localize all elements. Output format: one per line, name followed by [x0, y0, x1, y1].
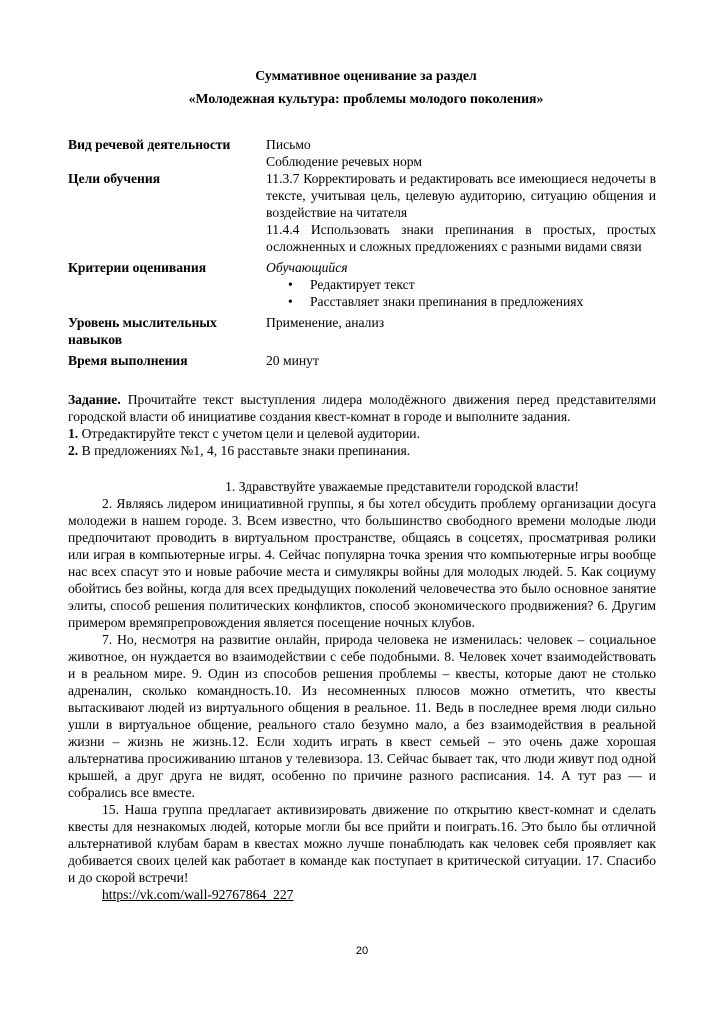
activity-label-spacer [68, 153, 266, 170]
level-label: Уровень мыслительных навыков [68, 315, 217, 347]
criteria-intro: Обучающийся [266, 260, 348, 275]
criteria-value [266, 259, 656, 310]
criteria-list [266, 276, 656, 310]
level-row [68, 314, 656, 348]
level-value: Применение, анализ [266, 315, 385, 330]
goal-1: 11.3.7 Корректировать и редактировать все имеющиеся недочеты в тексте, учитывая цель, целевую аудиторию, ситуацию общения и воздействие на читателя [266, 171, 656, 220]
activity-value-1: Письмо [266, 137, 311, 152]
document-page [68, 64, 656, 903]
criteria-item: • Расставляет знаки препинания в предложениях [310, 293, 656, 310]
activity-row-2 [68, 153, 656, 170]
task-item-2-text: В предложениях №1, 4, 16 расставьте знаки препинания. [78, 443, 411, 458]
time-row [68, 352, 656, 369]
criteria-label: Критерии оценивания [68, 260, 207, 275]
criteria-row [68, 259, 656, 310]
speech-paragraph-1: 2. Являясь лидером инициативной группы, я бы хотел обсудить проблему организации досуга молодежи в нашем городе. 3. Всем известно, что большинство свободного времени молодые люди предпочитают проводить в виртуальном пространстве, общаясь в соцсетях, просматривая ролики или играя в компьютерные игры. 4. Сейчас популярна точка зрения что компьютерные игры вообще нас всех спасут это и новые рабочие места и симулякры войны для молодых людей. 5. Как социуму обойтись без войны, когда для всех предыдущих поколений человечества это было основное занятие элиты, способ решения политических конфликтов, способ экономического продвижения? 6. Другим примером времяпрепровождения является посещение ночных клубов. [68, 496, 656, 630]
goals-value [266, 170, 656, 255]
activity-label: Вид речевой деятельности [68, 137, 231, 152]
task-item-1 [68, 425, 656, 442]
speech-greeting: 1. Здравствуйте уважаемые представители городской власти! [225, 479, 579, 494]
page-number: 20 [355, 945, 369, 957]
criteria-item: • Редактирует текст [310, 276, 656, 293]
activity-row [68, 136, 656, 153]
task-item-2-number: 2. [68, 443, 79, 458]
title-line-2: «Молодежная культура: проблемы молодого поколения» [188, 91, 544, 106]
goal-2: 11.4.4 Использовать знаки препинания в простых, простых осложненных и сложных предложениях с разными видами связи [266, 222, 656, 254]
task-item-2 [68, 442, 656, 459]
task-intro [68, 391, 656, 425]
assessment-info-table [68, 136, 656, 369]
activity-value-2: Соблюдение речевых норм [266, 154, 422, 169]
title-line-1: Суммативное оценивание за раздел [255, 68, 477, 83]
activity-value [266, 136, 656, 153]
time-value: 20 минут [266, 353, 319, 368]
task-item-1-text: Отредактируйте текст с учетом цели и целевой аудитории. [78, 426, 420, 441]
task-text: Прочитайте текст выступления лидера молодёжного движения перед представителями городской власти об инициативе создания квест-комнат в городе и выполните задания. [68, 392, 656, 424]
document-title [76, 64, 656, 110]
task-item-1-number: 1. [68, 426, 79, 441]
source-link[interactable]: https://vk.com/wall-92767864_227 [102, 887, 294, 902]
time-label: Время выполнения [68, 353, 188, 368]
task-block [68, 391, 656, 459]
task-label: Задание. [68, 392, 121, 407]
goals-row [68, 170, 656, 255]
speech-paragraph-2: 7. Но, несмотря на развитие онлайн, природа человека не изменилась: человек – социальное животное, он нуждается во взаимодействии с себе подобными. 8. Человек хочет взаимодействовать и в реальном мире. 9. Один из способов решения проблемы – квесты, которые дают не столько адреналин, сколько командность.10. Из несомненных плюсов можно отметить, что квесты вытаскивают людей из виртуального общения в реальное. 11. Ведь в последнее время люди сильно ушли в виртуальное общение, реального стало безумно мало, а без взаимодействия в реальной жизни – жизнь не жизнь.12. Если ходить играть в квест семьей – это очень даже хорошая альтернатива просиживанию штанов у телевизора. 13. Сейчас бывает так, что люди живут под одной крышей, а друг друга не видят, особенно по причине разного расписания. 14. А тут раз — и собрались все вместе. [68, 632, 656, 800]
goals-label: Цели обучения [68, 171, 161, 186]
speech-paragraph-3: 15. Наша группа предлагает активизировать движение по открытию квест-комнат и сделать квесты для незнакомых людей, которые могли бы все прийти и поиграть.16. Это было бы отличной альтернативой клубам барам в квестах можно лучше понаблюдать как человек себя проявляет как добивается своих целей как работает в команде как поступает в критической ситуации. 17. Спасибо и до скорой встречи! [68, 802, 656, 885]
